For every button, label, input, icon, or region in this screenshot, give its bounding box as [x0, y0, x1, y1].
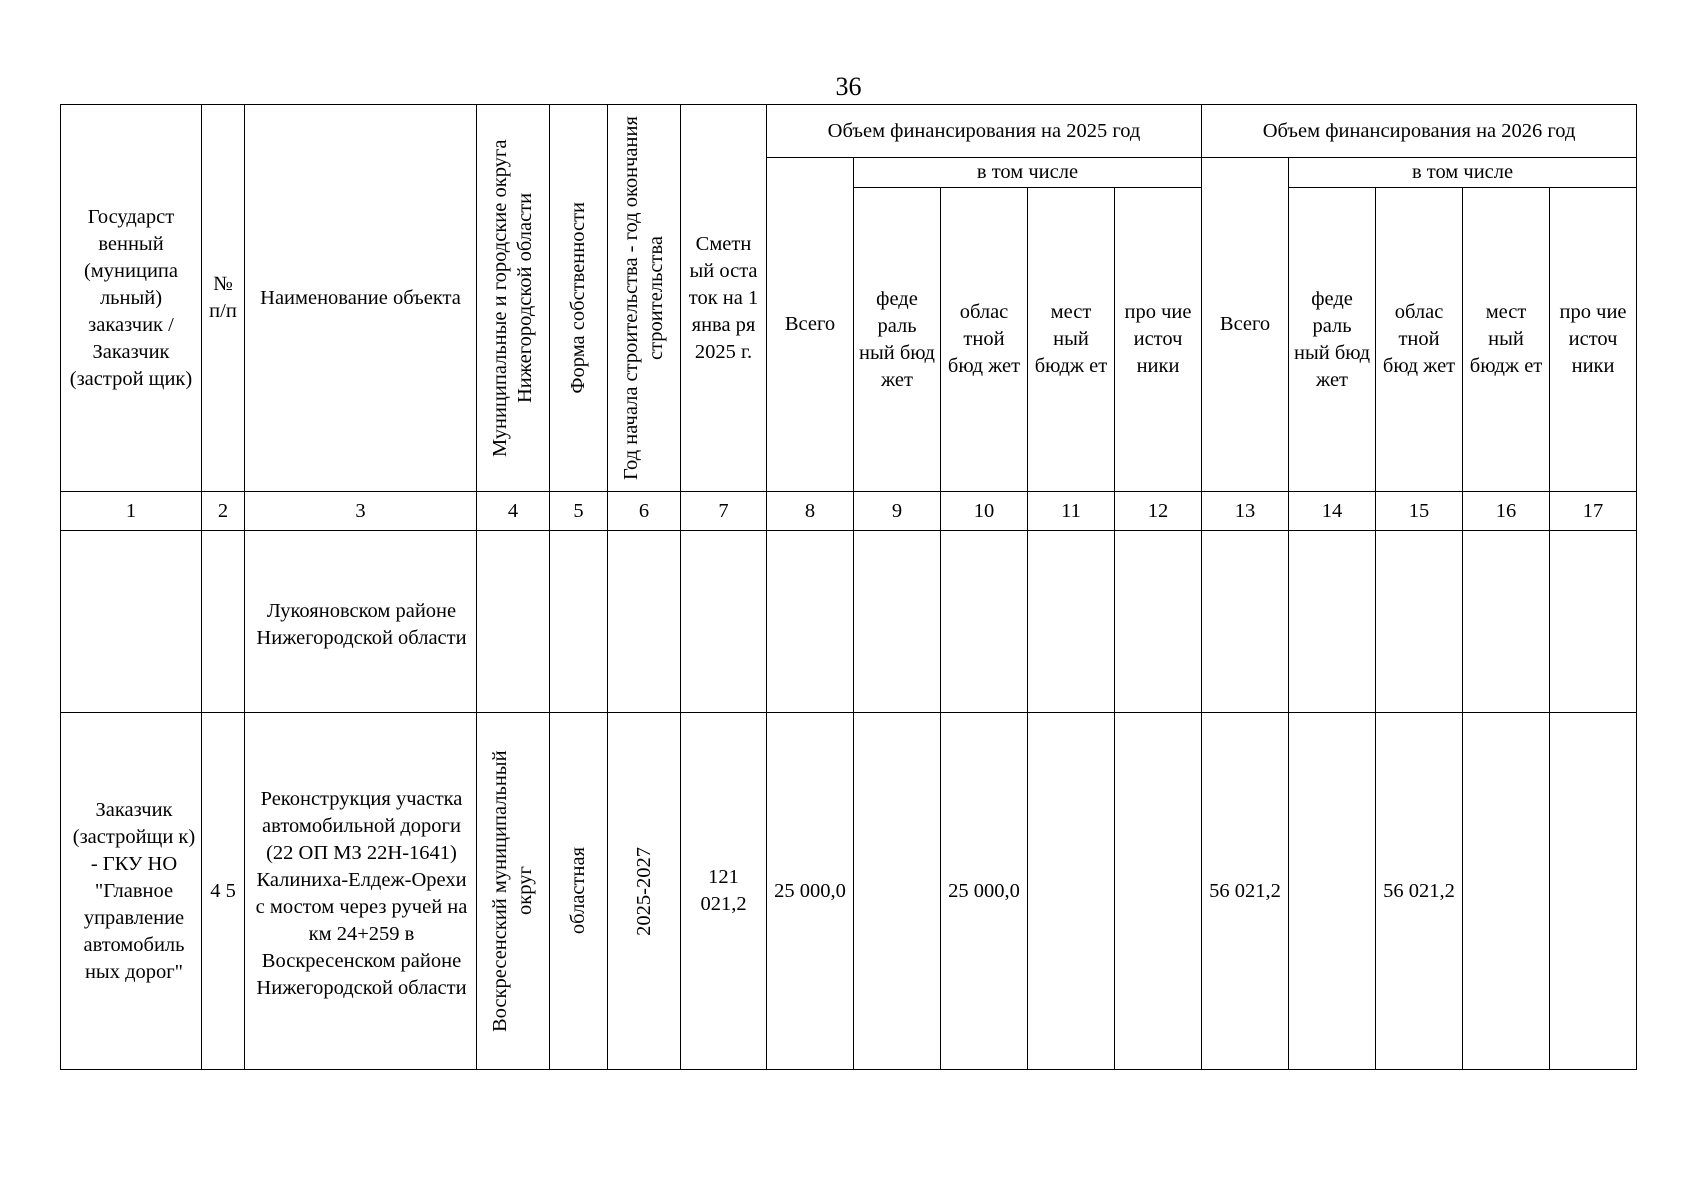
- header-municipal: [477, 105, 550, 492]
- cell-local-2026: [1463, 531, 1550, 713]
- cell-local-2025: [1028, 531, 1115, 713]
- header-including-2025: в том числе: [854, 158, 1202, 188]
- cell-balance: 121 021,2: [681, 713, 767, 1070]
- cell-object-name: Лукояновском районе Нижегородской области: [245, 531, 477, 713]
- page-number: 36: [835, 72, 862, 101]
- cell-years: [608, 531, 681, 713]
- header-total-2025: Всего: [767, 158, 854, 492]
- cell-federal-2025: [854, 713, 941, 1070]
- cell-federal-2025: [854, 531, 941, 713]
- column-number-row: [61, 492, 1637, 531]
- column-number: 16: [1463, 492, 1550, 531]
- header-local-2025: мест ный бюдж ет: [1028, 188, 1115, 492]
- cell-other-2026: [1550, 713, 1637, 1070]
- cell-total-2026: 56 021,2: [1202, 713, 1289, 1070]
- cell-years-text: 2025-2027: [632, 846, 655, 936]
- header-other-2026: про чие источ ники: [1550, 188, 1637, 492]
- column-number: 17: [1550, 492, 1637, 531]
- header-including-2026: в том числе: [1289, 158, 1637, 188]
- header-local-2026: мест ный бюдж ет: [1463, 188, 1550, 492]
- cell-num: 4 5: [202, 713, 245, 1070]
- cell-num: [202, 531, 245, 713]
- header-num: № п/п: [202, 105, 245, 492]
- cell-federal-2026: [1289, 531, 1376, 713]
- cell-ownership: [550, 531, 608, 713]
- column-number: 10: [941, 492, 1028, 531]
- cell-municipal-text: Воскресенский муниципальный округ: [489, 750, 536, 1032]
- cell-federal-2026: [1289, 713, 1376, 1070]
- header-federal-2026: феде раль ный бюд жет: [1289, 188, 1376, 492]
- cell-regional-2026: [1376, 531, 1463, 713]
- header-regional-2026: облас тной бюд жет: [1376, 188, 1463, 492]
- cell-local-2025: [1028, 713, 1115, 1070]
- header-fin-2026: Объем финансирования на 2026 год: [1202, 105, 1637, 158]
- cell-ownership-text: областная: [567, 847, 589, 935]
- header-years-text: Год начала строительства - год окончания строительства: [620, 116, 667, 480]
- cell-municipal: [477, 531, 550, 713]
- table-row: [61, 531, 1637, 713]
- cell-customer: Заказчик (застройщи к) - ГКУ НО "Главное управление автомобиль ных дорог": [61, 713, 202, 1070]
- column-number: 15: [1376, 492, 1463, 531]
- column-number: 7: [681, 492, 767, 531]
- header-object-name: Наименование объекта: [245, 105, 477, 492]
- column-number: 9: [854, 492, 941, 531]
- cell-object-name: Реконструкция участка автомобильной дороги (22 ОП МЗ 22Н-1641) Калиниха-Елдеж-Орехи с мостом через ручей на км 24+259 в Воскресенском районе Нижегородской области: [245, 713, 477, 1070]
- cell-regional-2025: [941, 531, 1028, 713]
- column-number: 3: [245, 492, 477, 531]
- header-ownership-text: Форма собственности: [567, 202, 589, 394]
- cell-local-2026: [1463, 713, 1550, 1070]
- cell-ownership: [550, 713, 608, 1070]
- header-customer: Государст венный (муниципа льный) заказчик / Заказчик (застрой щик): [61, 105, 202, 492]
- header-fin-2025: Объем финансирования на 2025 год: [767, 105, 1202, 158]
- header-other-2025: про чие источ ники: [1115, 188, 1202, 492]
- cell-total-2025: [767, 531, 854, 713]
- column-number: 6: [608, 492, 681, 531]
- column-number: 8: [767, 492, 854, 531]
- column-number: 5: [550, 492, 608, 531]
- financing-table: [60, 104, 1637, 1070]
- cell-other-2025: [1115, 531, 1202, 713]
- cell-total-2025: 25 000,0: [767, 713, 854, 1070]
- cell-balance: [681, 531, 767, 713]
- table-row: [61, 713, 1637, 1070]
- column-number: 11: [1028, 492, 1115, 531]
- cell-years: [608, 713, 681, 1070]
- cell-regional-2025: 25 000,0: [941, 713, 1028, 1070]
- header-federal-2025: феде раль ный бюд жет: [854, 188, 941, 492]
- header-balance: Сметн ый оста ток на 1 янва ря 2025 г.: [681, 105, 767, 492]
- header-ownership: [550, 105, 608, 492]
- header-years: [608, 105, 681, 492]
- cell-customer: [61, 531, 202, 713]
- cell-other-2026: [1550, 531, 1637, 713]
- header-total-2026: Всего: [1202, 158, 1289, 492]
- header-row-1: [61, 105, 1637, 158]
- column-number: 14: [1289, 492, 1376, 531]
- cell-total-2026: [1202, 531, 1289, 713]
- cell-municipal: [477, 713, 550, 1070]
- header-regional-2025: облас тной бюд жет: [941, 188, 1028, 492]
- column-number: 1: [61, 492, 202, 531]
- column-number: 13: [1202, 492, 1289, 531]
- cell-other-2025: [1115, 713, 1202, 1070]
- header-municipal-text: Муниципальные и городские округа Нижегородской области: [489, 139, 536, 457]
- column-number: 2: [202, 492, 245, 531]
- column-number: 12: [1115, 492, 1202, 531]
- column-number: 4: [477, 492, 550, 531]
- cell-regional-2026: 56 021,2: [1376, 713, 1463, 1070]
